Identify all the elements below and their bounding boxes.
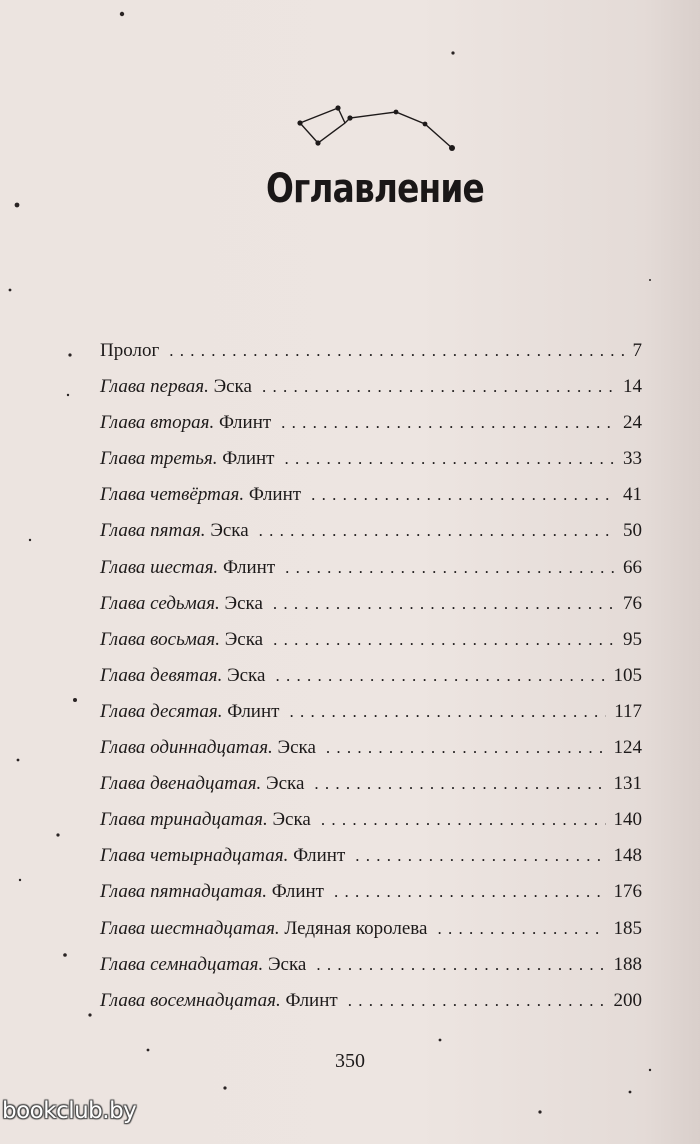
toc-leader-dots xyxy=(289,694,606,730)
toc-entry-title xyxy=(100,838,345,874)
toc-entry-title xyxy=(100,802,311,838)
toc-leader-dots xyxy=(314,766,605,802)
toc-page-number: 185 xyxy=(613,917,642,939)
toc-entry-name: Флинт xyxy=(222,448,275,470)
toc-leader-dots xyxy=(273,586,615,622)
toc-entry-title xyxy=(100,874,324,910)
toc-entry-name: Пролог xyxy=(100,340,160,361)
toc-entry-chapter: Глава девятая. xyxy=(100,664,223,686)
toc-leader-dots xyxy=(285,550,615,586)
toc-page-number: 7 xyxy=(632,340,642,361)
toc-leader-dots xyxy=(169,333,624,369)
toc-entry-chapter: Глава первая. xyxy=(100,376,209,398)
toc-entry-name: Флинт xyxy=(218,412,272,434)
toc-entry xyxy=(100,369,642,405)
toc-page-number: 148 xyxy=(613,845,642,867)
toc-entry-chapter: Глава седьмая. xyxy=(100,592,220,614)
toc-entry xyxy=(100,477,642,513)
toc-entry xyxy=(100,550,642,586)
toc-entry-title xyxy=(100,513,249,549)
toc-page-number: 76 xyxy=(623,592,642,614)
toc-entry-title xyxy=(100,766,304,802)
toc-entry-title xyxy=(100,947,306,983)
toc-leader-dots xyxy=(284,441,615,477)
toc-leader-dots xyxy=(348,983,606,1019)
toc-entry-title xyxy=(100,622,263,658)
toc-entry xyxy=(100,441,642,477)
toc-leader-dots xyxy=(316,947,605,983)
toc-page-number: 117 xyxy=(614,700,642,722)
toc-page-number: 14 xyxy=(623,376,642,398)
toc-entry-name: Флинт xyxy=(222,556,276,578)
toc-leader-dots xyxy=(262,369,615,405)
toc-entry-name: Эска xyxy=(266,773,305,795)
toc-entry-title xyxy=(100,586,263,622)
toc-page-number: 66 xyxy=(623,556,642,578)
toc-entry xyxy=(100,658,642,694)
constellation-icon xyxy=(300,108,452,148)
toc-entry-name: Эска xyxy=(268,953,307,975)
toc-entry-title xyxy=(100,333,159,369)
watermark: bookclub.by xyxy=(2,1098,137,1124)
toc-page-number: 33 xyxy=(623,448,642,470)
toc-page-number: 140 xyxy=(613,809,642,831)
toc-entry-name: Эска xyxy=(210,520,249,542)
toc-entry-title xyxy=(100,658,265,694)
toc-entry-title xyxy=(100,441,274,477)
toc-entry xyxy=(100,730,642,766)
toc-leader-dots xyxy=(326,730,606,766)
toc-entry-name: Эска xyxy=(224,592,263,614)
toc-entry-name: Эска xyxy=(224,628,264,650)
toc-entry xyxy=(100,586,642,622)
toc-entry xyxy=(100,838,642,874)
toc-entry-chapter: Глава шестнадцатая. xyxy=(100,917,280,939)
toc-leader-dots xyxy=(334,874,606,910)
toc-entry-chapter: Глава вторая. xyxy=(100,412,215,434)
toc-entry-title xyxy=(100,983,338,1019)
toc-page-number: 41 xyxy=(623,484,642,506)
toc-leader-dots xyxy=(275,658,605,694)
toc-leader-dots xyxy=(273,622,615,658)
toc-entry-name: Флинт xyxy=(293,845,346,867)
toc-entry-chapter: Глава пятая. xyxy=(100,520,206,542)
toc-entry xyxy=(100,622,642,658)
toc-entry xyxy=(100,766,642,802)
toc-leader-dots xyxy=(437,911,605,947)
table-of-contents xyxy=(100,333,642,1019)
toc-page-number: 24 xyxy=(623,412,642,434)
toc-entry-chapter: Глава восемнадцатая. xyxy=(100,989,281,1011)
toc-entry xyxy=(100,947,642,983)
toc-entry-chapter: Глава десятая. xyxy=(100,700,223,722)
toc-entry-chapter: Глава шестая. xyxy=(100,556,219,578)
toc-entry-chapter: Глава восьмая. xyxy=(100,628,220,650)
toc-entry-title xyxy=(100,405,271,441)
toc-page-number: 95 xyxy=(623,628,642,650)
toc-entry-name: Эска xyxy=(213,376,252,398)
toc-leader-dots xyxy=(311,477,615,513)
toc-entry-chapter: Глава семнадцатая. xyxy=(100,953,264,975)
toc-entry xyxy=(100,911,642,947)
toc-entry-name: Флинт xyxy=(248,484,302,506)
toc-entry-title xyxy=(100,730,316,766)
toc-page-number: 176 xyxy=(613,881,642,903)
toc-entry xyxy=(100,802,642,838)
toc-entry-chapter: Глава четырнадцатая. xyxy=(100,845,289,867)
toc-entry xyxy=(100,983,642,1019)
toc-entry-chapter: Глава четвёртая. xyxy=(100,484,245,506)
toc-leader-dots xyxy=(355,838,605,874)
toc-entry-title xyxy=(100,550,275,586)
toc-page-number: 50 xyxy=(623,520,642,542)
toc-entry-name: Флинт xyxy=(227,700,280,722)
toc-entry-chapter: Глава тринадцатая. xyxy=(100,809,268,831)
toc-entry-name: Эска xyxy=(227,664,266,686)
toc-entry-title xyxy=(100,369,252,405)
toc-entry-name: Эска xyxy=(277,737,316,759)
toc-entry-name: Флинт xyxy=(271,881,324,903)
toc-page-number: 200 xyxy=(613,989,642,1011)
page-title: Оглавление xyxy=(266,166,484,212)
toc-entry-title xyxy=(100,911,427,947)
toc-entry xyxy=(100,333,642,369)
toc-entry xyxy=(100,694,642,730)
toc-page-number: 188 xyxy=(613,953,642,975)
toc-entry-chapter: Глава одиннадцатая. xyxy=(100,737,273,759)
toc-entry-name: Эска xyxy=(272,809,311,831)
toc-entry-name: Флинт xyxy=(285,989,338,1011)
toc-page-number: 131 xyxy=(613,773,642,795)
toc-leader-dots xyxy=(281,405,615,441)
toc-entry-title xyxy=(100,694,279,730)
page-number: 350 xyxy=(335,1050,365,1072)
toc-leader-dots xyxy=(259,513,615,549)
toc-page-number: 124 xyxy=(613,737,642,759)
toc-entry xyxy=(100,874,642,910)
toc-entry-name: Ледяная королева xyxy=(284,917,428,939)
toc-entry xyxy=(100,405,642,441)
toc-entry-chapter: Глава третья. xyxy=(100,448,218,470)
toc-entry-title xyxy=(100,477,301,513)
toc-entry-chapter: Глава пятнадцатая. xyxy=(100,881,268,903)
toc-page-number: 105 xyxy=(613,664,642,686)
toc-leader-dots xyxy=(321,802,606,838)
toc-entry xyxy=(100,513,642,549)
toc-entry-chapter: Глава двенадцатая. xyxy=(100,773,262,795)
